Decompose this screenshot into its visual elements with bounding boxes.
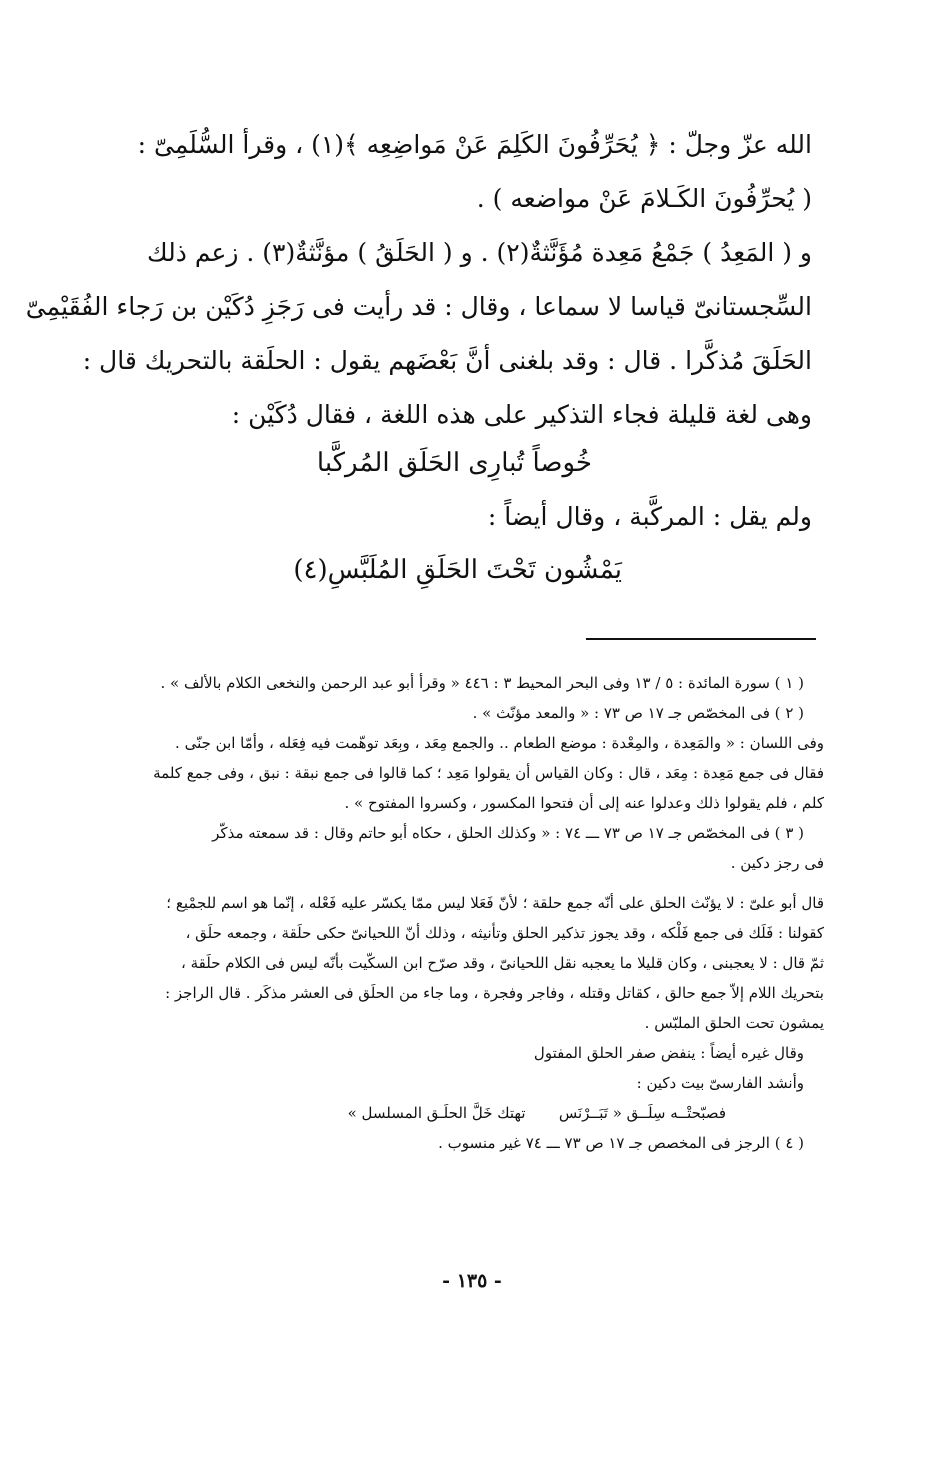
footnote-line: وأنشد الفارسىّ بيت دكين :: [636, 1074, 804, 1092]
page-number: - ١٣٥ -: [442, 1270, 502, 1292]
main-line: السِّجستانىّ قياسا لا سماعا ، وقال : قد رأيت فى رَجَزِ دُكَيْن بن رَجاء الفُقَيْمِىّ: [25, 292, 812, 321]
footnote-line: ( ١ ) سورة المائدة : ٥ / ١٣ وفى البحر المحيط ٣ : ٤٤٦ « وقرأ أبو عبد الرحمن والنخعى الكلام بالألف » .: [160, 674, 804, 692]
footnote-line: ( ٣ ) فى المخصّص جـ ١٧ ص ٧٣ ـــ ٧٤ : « وكذلك الحلق ، حكاه أبو حاتم وقال : قد سمعته مذكّر: [212, 824, 804, 842]
main-line: وهى لغة قليلة فجاء التذكير على هذه اللغة ، فقال دُكَيْن :: [231, 400, 812, 429]
main-line: ولم يقل : المركَّبة ، وقال أيضاً :: [487, 502, 812, 531]
main-line: و ( المَعِدُ ) جَمْعُ مَعِدة مُؤَنَّثةٌ(٢) . و ( الحَلَقُ ) مؤنَّثةٌ(٣) . زعم ذلك: [147, 238, 812, 267]
footnote-line: وفى اللسان : « والمَعِدة ، والمِعْدة : موضع الطعام .. والجمع مِعَد ، وبِعَد توهّمت فيه فِعَله ، وأمّا ابن جنّى .: [175, 734, 824, 752]
footnote-line: ثمّ قال : لا يعجبنى ، وكان قليلا ما يعجبه نقل اللحيانىّ ، وقد صرّح ابن السكّيت بأنّه ليس فى الكلام حلَقة ،: [181, 954, 824, 972]
footnote-line: فقال فى جمع مَعِدة : مِعَد ، قال : وكان القياس أن يقولوا مَعِد ؛ كما قالوا فى جمع نبقة : نبق ، وفى جمع كلمة: [153, 764, 824, 782]
footnote-line: ( ٤ ) الرجز فى المخصص جـ ١٧ ص ٧٣ ـــ ٧٤ غير منسوب .: [438, 1134, 804, 1152]
footnotes: [70, 668, 824, 1158]
main-line: ( يُحرِّفُونَ الكَـلامَ عَنْ مواضعه ) .: [476, 184, 812, 213]
footnote-line: قال أبو علىّ : لا يؤنّث الحلق على أنّه جمع حلقة ؛ لأنّ فَعَلا ليس ممّا يكسّر عليه فَعْله ، إنّما هو اسم للجمْيع ؛: [166, 894, 824, 912]
main-line: الحَلَقَ مُذكَّرا . قال : وقد بلغنى أنَّ بَعْضَهم يقول : الحلَقة بالتحريك قال :: [82, 346, 812, 375]
footnote-line: كلم ، فلم يقولوا ذلك وعدلوا عنه إلى أن فتحوا المكسور ، وكسروا المفتوح » .: [344, 794, 824, 812]
footnote-line: ( ٢ ) فى المخصّص جـ ١٧ ص ٧٣ : « والمعد مؤنّث » .: [472, 704, 804, 722]
footnote-separator: [586, 638, 816, 640]
verse-line: يَمْشُون تَحْتَ الحَلَقِ المُلَبَّسِ(٤): [293, 555, 622, 585]
main-text: [25, 118, 812, 442]
footnote-line: كقولنا : فَلَك فى جمع فَلْكه ، وقد يجوز تذكير الحلق وتأنيثه ، وذلك أنّ اللحيانىّ حكى حلَقة ، وجمعه حلَق ،: [185, 924, 824, 942]
footnote-line: يمشون تحت الحلق الملبّس .: [644, 1014, 824, 1032]
footnote-line: بتحريك اللام إلاّ جمع حالق ، كقاتل وقتله ، وفاجر وفجرة ، وما جاء من الحلَق فى العشر مذكَر . قال الراجز :: [165, 984, 824, 1002]
verse-line: خُوصاً تُبارِى الحَلَق المُركَّبا: [316, 448, 592, 478]
footnote-line: وقال غيره أيضاً : ينفض صفر الحلق المفتول: [533, 1044, 804, 1062]
footnote-line: فى رجز دكين .: [730, 854, 824, 872]
footnote-verse: فصبّحتْــه سِلَــق « تَبَــرْنَس تهتك خَلَّ الحلَـق المسلسل »: [347, 1104, 726, 1122]
main-line: الله عزّ وجلّ : ﴿ يُحَرِّفُونَ الكَلِمَ عَنْ مَواضِعِه ﴾(١) ، وقرأ السُّلَمِىّ :: [137, 130, 812, 159]
